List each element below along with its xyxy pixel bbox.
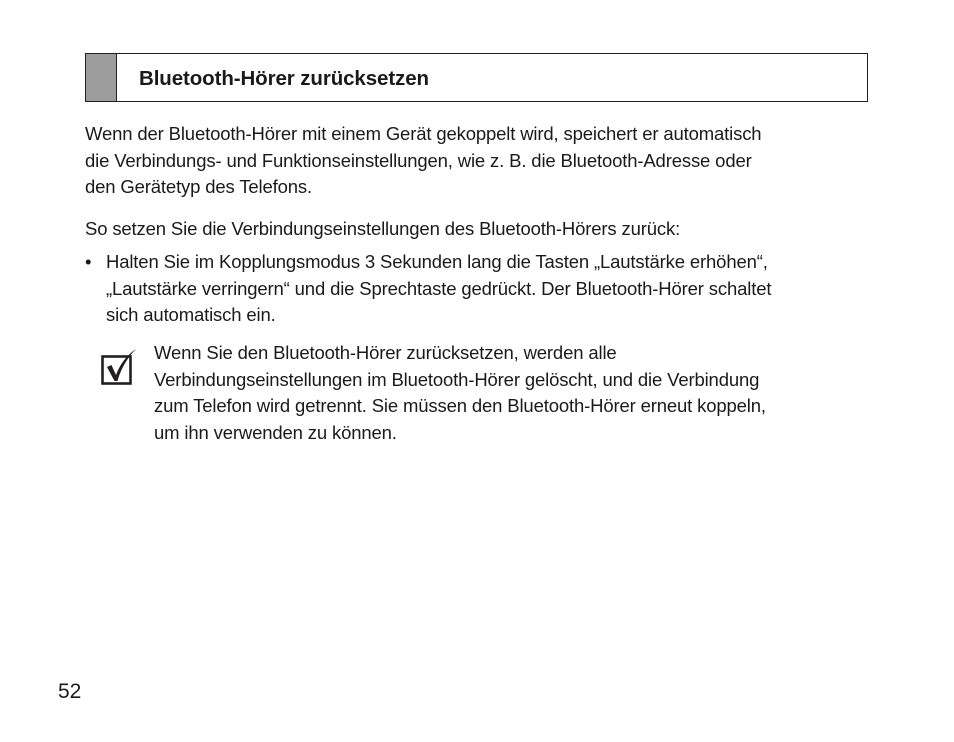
page-number: 52: [58, 680, 82, 703]
note-line: Verbindungseinstellungen im Bluetooth-Hörer gelöscht, und die Verbindung: [154, 368, 760, 390]
bullet-text: [106, 249, 771, 329]
intro-paragraph: [85, 121, 761, 201]
heading-tab-marker: [86, 54, 117, 101]
section-title: Bluetooth-Hörer zurücksetzen: [139, 67, 429, 90]
intro-line: die Verbindungs- und Funktionseinstellungen, wie z. B. die Bluetooth-Adresse oder: [85, 149, 752, 171]
note-line: Wenn Sie den Bluetooth-Hörer zurücksetzen, werden alle: [154, 342, 617, 363]
note-text: [154, 340, 766, 446]
bullet-line: sich automatisch ein.: [106, 304, 276, 325]
bullet-line: Halten Sie im Kopplungsmodus 3 Sekunden lang die Tasten „Lautstärke erhöhen“,: [106, 251, 768, 272]
intro-line: Wenn der Bluetooth-Hörer mit einem Gerät gekoppelt wird, speichert er automatisch: [85, 123, 762, 144]
checkbox-checked-icon: [101, 348, 138, 385]
note-line: zum Telefon wird getrennt. Sie müssen den Bluetooth-Hörer erneut koppeln,: [154, 395, 766, 416]
bullet-mark: •: [85, 251, 92, 272]
bullet-line: „Lautstärke verringern“ und die Sprechtaste gedrückt. Der Bluetooth-Hörer schaltet: [106, 277, 772, 299]
section-heading-box: [85, 53, 868, 102]
note-line: um ihn verwenden zu können.: [154, 421, 397, 443]
intro-line: den Gerätetyp des Telefons.: [85, 176, 313, 197]
instruction-paragraph: So setzen Sie die Verbindungseinstellungen des Bluetooth-Hörers zurück:: [85, 218, 681, 239]
